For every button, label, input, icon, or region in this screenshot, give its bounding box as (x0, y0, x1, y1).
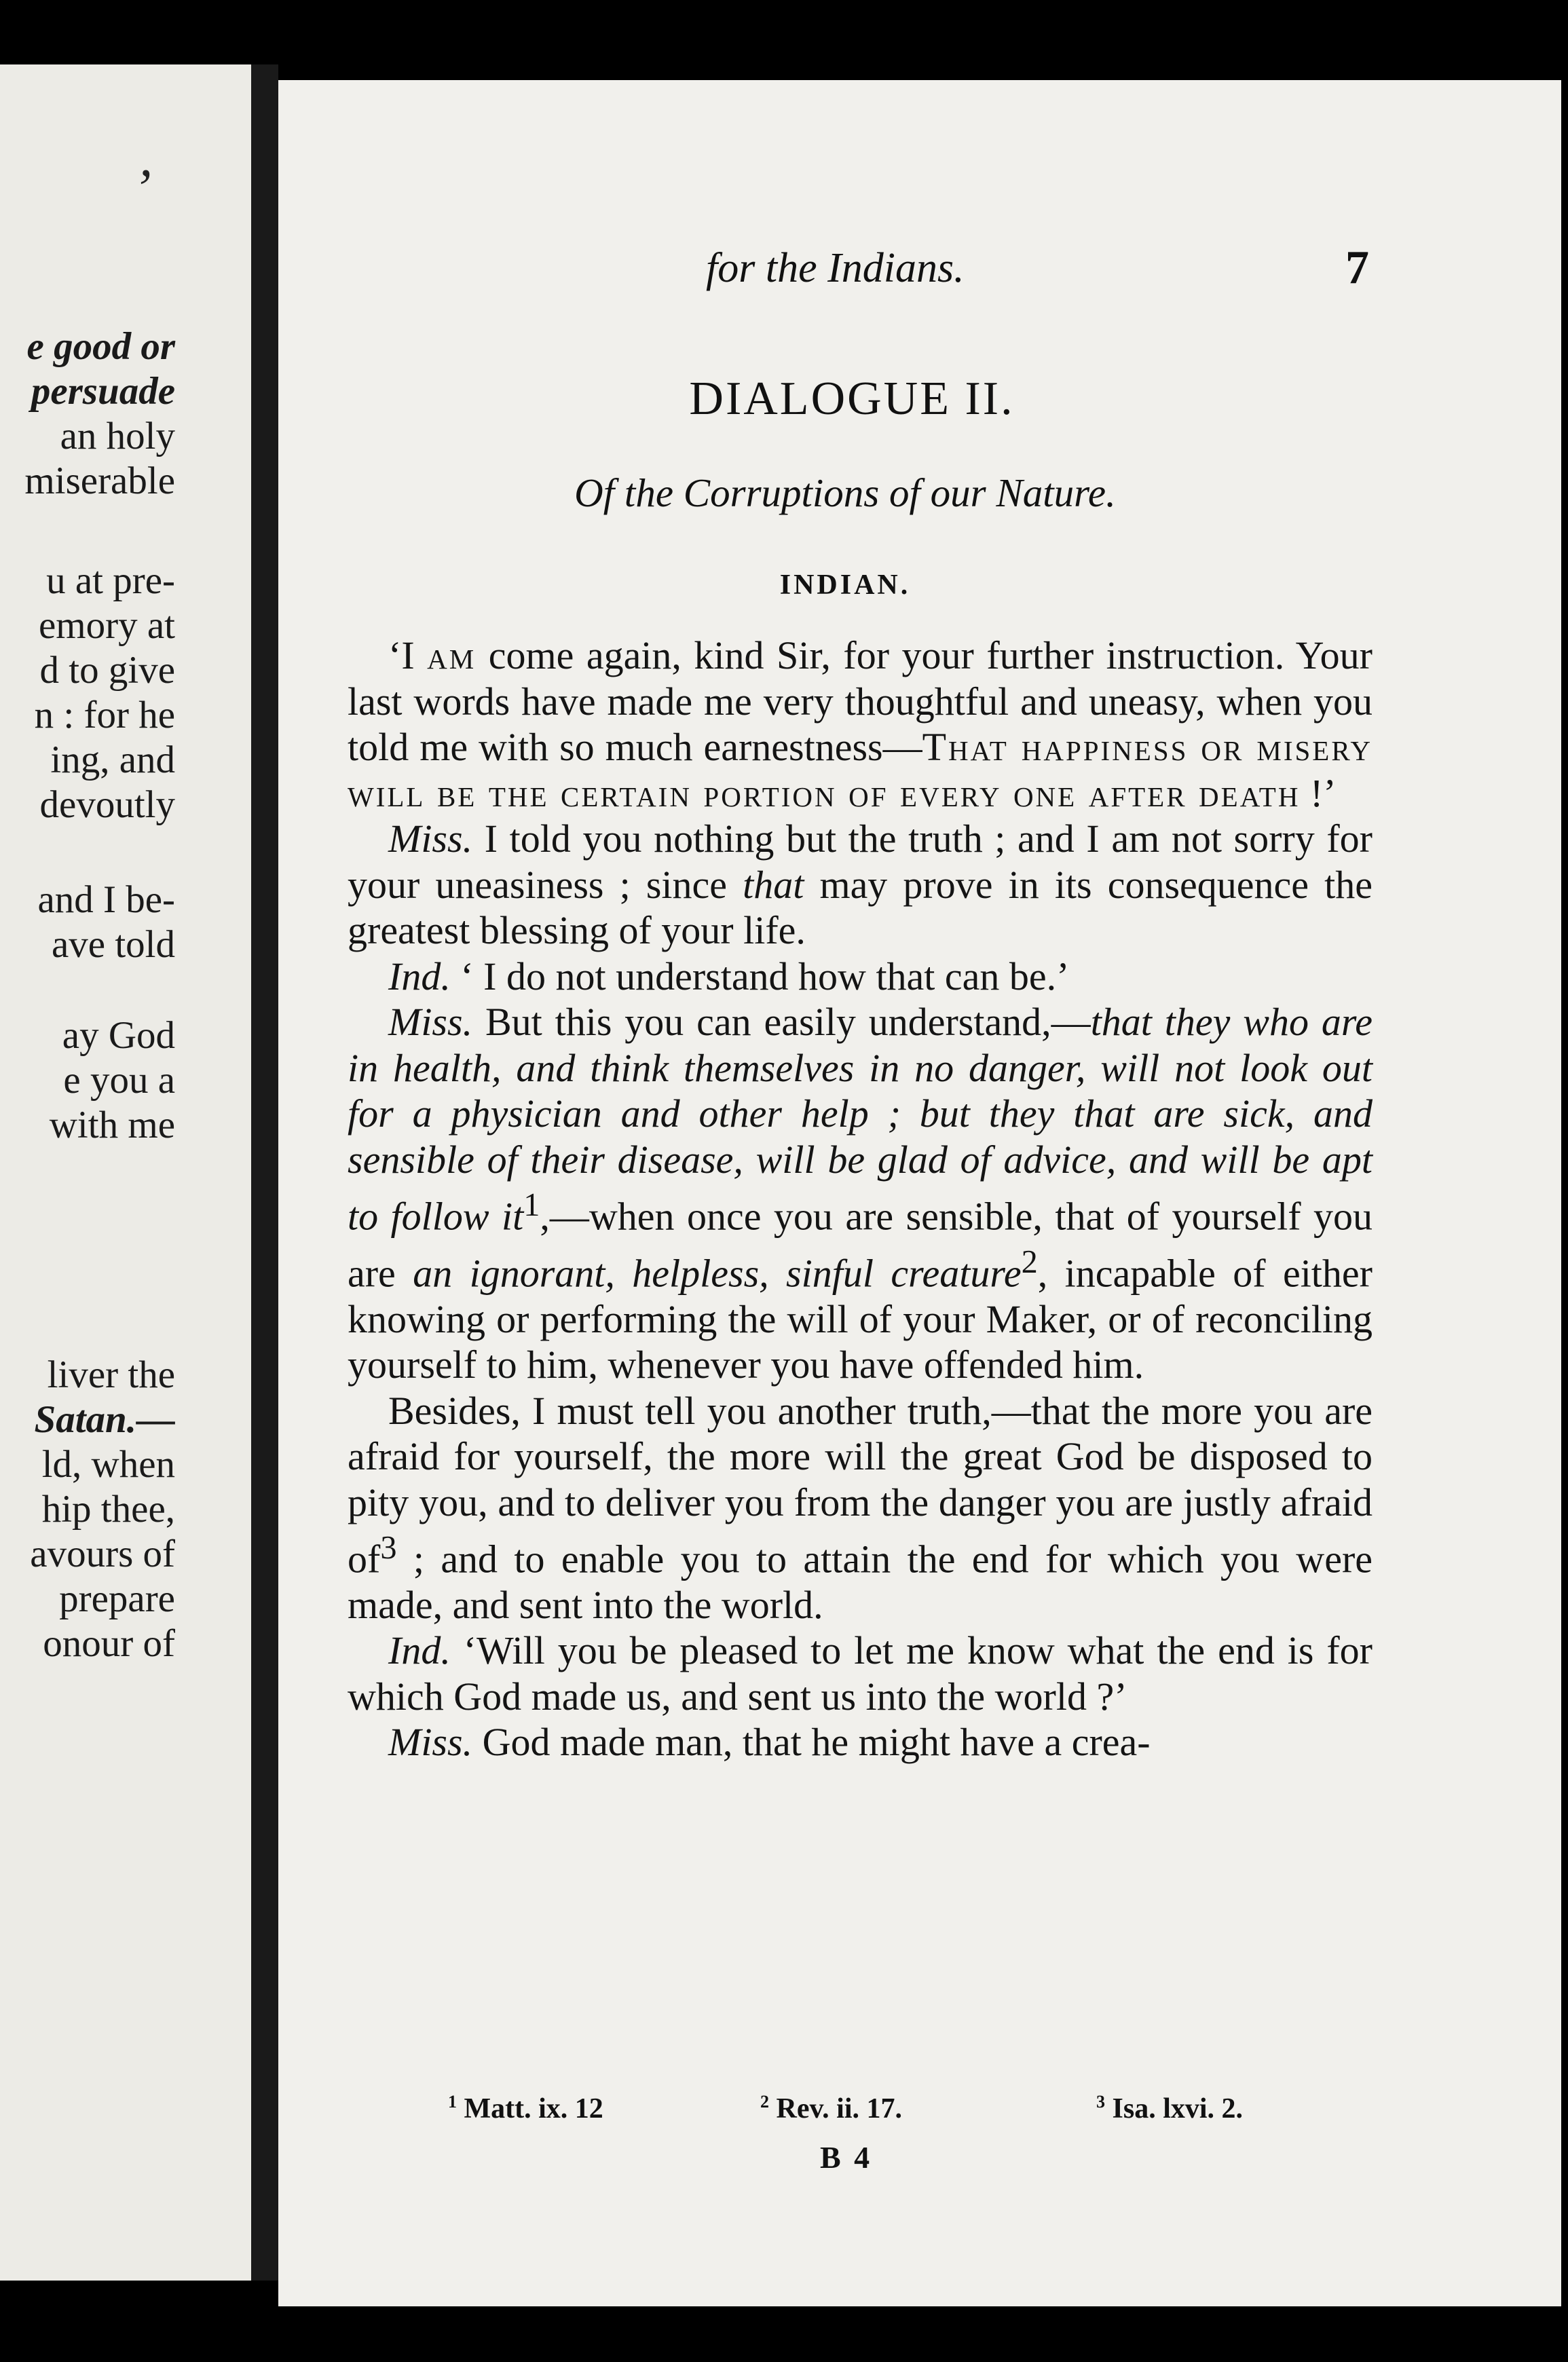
left-line: onour of (43, 1622, 175, 1665)
left-line: ay God (62, 1014, 175, 1057)
signature-mark: B 4 (820, 2140, 873, 2175)
footnote: $^3$ Isa. lxvi. 2. (1096, 2092, 1244, 2124)
paragraph: Ind. ‘Will you be pleased to let me know what the end is for which God made us, and sent us into the world ?’ (348, 1628, 1373, 1719)
left-line: devoutly (39, 783, 175, 826)
left-line: an holy (60, 415, 175, 457)
left-line: and I be- (37, 878, 175, 921)
speaker-label: Miss. (388, 817, 473, 861)
footnote-ref: 3 (380, 1530, 397, 1567)
speaker-label: Miss. (388, 1720, 473, 1765)
left-line: emory at (38, 604, 175, 647)
body-text (348, 633, 1373, 1765)
left-line: u at pre- (46, 559, 175, 602)
speaker-label: Ind. (388, 1628, 451, 1673)
speaker-heading: INDIAN. (779, 569, 911, 601)
left-line: persuade (31, 370, 175, 413)
left-line: ing, and (50, 738, 175, 781)
left-line: e good or (26, 325, 175, 368)
left-line: ld, when (41, 1443, 175, 1486)
page-number: 7 (1345, 242, 1369, 294)
paragraph: Miss. But this you can easily understand,—that they who are in health, and think themselves in no danger, will not look out for a physician and other help ; but they that are sick, and sensible of their disease, will be glad of advice, and will be apt to follow $it^1,—when$ once you are sensible, that of yourself you are an ignorant, helpless, sinful creature$^2$, incapable of either knowing or performing the will of your Maker, or of reconciling yourself to him, whenever you have offended him. (348, 1000, 1373, 1387)
dialogue-subtitle: Of the Corruptions of our Nature. (574, 470, 1116, 515)
dialogue-title: DIALOGUE II. (689, 373, 1015, 425)
left-line: miserable (24, 460, 175, 502)
footnote: $^2$ Rev. ii. 17. (760, 2092, 902, 2124)
paragraph: ‘I am come again, kind Sir, for your further instruction. Your last words have made me very thoughtful and uneasy, when you told me with so much earnestness—That happiness or misery will be the certain portion of every one after death !’ (348, 633, 1373, 815)
left-line: ave told (51, 923, 175, 966)
left-line: liver the (47, 1353, 175, 1396)
left-line: prepare (59, 1577, 175, 1620)
paragraph: Miss. I told you nothing but the truth ; and I am not sorry for your uneasiness ; since that may prove in its consequence the greatest blessing of your life. (348, 817, 1373, 952)
left-line: avours of (30, 1533, 175, 1575)
paragraph: Miss. God made man, that he might have a crea- (388, 1720, 1151, 1765)
pencil-mark: ’ (133, 159, 151, 219)
paragraph: Ind. ‘ I do not understand how that can be.’ (388, 954, 1070, 998)
left-line: n : for he (34, 694, 175, 736)
left-line: d to give (39, 649, 175, 692)
left-line: hip thee, (41, 1488, 175, 1531)
left-line: Satan.— (34, 1398, 175, 1441)
left-line: with me (49, 1104, 175, 1146)
footnote-ref: 1 (523, 1187, 540, 1223)
footnote-ref: 2 (1021, 1243, 1038, 1280)
left-line: e you a (63, 1059, 175, 1102)
paragraph: Besides, I must tell you another truth,—that the more you are afraid for yourself, the more will the great God be disposed to pity you, and to deliver you from the danger you are justly afraid $of^3$ ; and to enable you to attain the end for which you were made, and sent into the world. (348, 1388, 1373, 1627)
running-head: for the Indians. (706, 245, 965, 291)
footnote: $^1$ Matt. ix. 12 (448, 2092, 603, 2124)
speaker-label: Miss. (388, 1000, 473, 1044)
speaker-label: Ind. (388, 954, 451, 998)
